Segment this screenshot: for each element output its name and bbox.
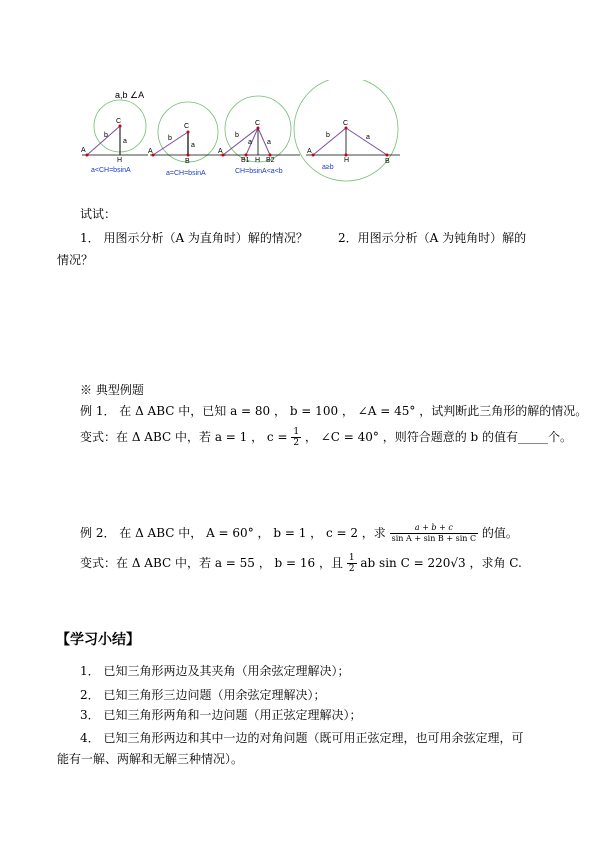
variant-1 — [80, 422, 572, 452]
panel4-point-B — [386, 154, 389, 157]
panel2-label-a: a — [191, 142, 195, 149]
panel1-side-b — [87, 126, 120, 155]
example-2 — [80, 518, 518, 548]
example-2-post: 的值。 — [481, 526, 518, 540]
panel1-label-H: H — [117, 157, 123, 164]
panel1-label-a: a — [123, 138, 127, 145]
panel2-point-B — [187, 154, 190, 157]
variant-2-fraction — [347, 553, 357, 574]
example-1: 例 1． 在 Δ ABC 中，已知 a = 80 ， b = 100 ， ∠A = 45° ，试判断此三角形的解的情况。 — [80, 404, 588, 418]
variant-2-post: ab sin C = 220√3 ，求角 C. — [360, 556, 522, 570]
try-question-2-cont: 情况？ — [57, 253, 94, 267]
example-2-pre: 例 2． 在 Δ ABC 中， A = 60° ， b = 1 ， c = 2 ，求 — [80, 526, 386, 540]
variant-1-pre: 变式：在 Δ ABC 中，若 a = 1 ， c = — [80, 430, 288, 444]
summary-item-4-cont: 能有一解、两解和无解三种情况）。 — [57, 752, 244, 766]
panel2-label-B: B — [185, 158, 190, 165]
panel1-caption: a<CH=bsinA — [91, 167, 131, 174]
panel3-caption: CH=bsinA<a<b — [235, 168, 283, 175]
example-2-numerator: a + b + c — [390, 523, 478, 534]
variant-1-fraction — [291, 427, 301, 448]
summary-item-1: 1． 已知三角形两边及其夹角（用余弦定理解决）； — [80, 664, 350, 678]
try-question-2: 2．用图示分析（A 为钝角时）解的 — [338, 231, 527, 245]
panel2-label-b: b — [168, 135, 172, 142]
figure-header: a,b ∠A — [115, 90, 145, 100]
variant-2-numerator: 1 — [348, 553, 355, 563]
summary-item-4: 4． 已知三角形两边和其中一边的对角问题（既可用正弦定理，也可用余弦定理，可 — [80, 731, 524, 745]
triangle-figure — [78, 80, 408, 185]
panel2-label-C: C — [184, 123, 190, 130]
panel4-label-A: A — [307, 148, 312, 155]
variant-1-numerator: 1 — [293, 427, 300, 437]
examples-title: ※ 典型例题 — [80, 383, 144, 397]
try-question-1: 1． 用图示分析（A 为直角时）解的情况？ — [80, 231, 308, 245]
variant-1-denominator: 2 — [293, 438, 300, 448]
panel2-label-A: A — [148, 148, 153, 155]
panel3-label-B2: B2 — [266, 157, 275, 164]
panel4-label-b: b — [326, 132, 330, 139]
panel4-label-C: C — [343, 120, 349, 127]
panel1-label-A: A — [81, 147, 86, 154]
panel4-label-B: B — [385, 158, 390, 165]
try-title: 试试： — [80, 207, 117, 221]
summary-title: 【学习小结】 — [56, 632, 140, 648]
variant-2-pre: 变式：在 Δ ABC 中，若 a = 55 ， b = 16 ，且 — [80, 556, 343, 570]
panel3-label-B1: B1 — [241, 157, 250, 164]
panel3-label-a2: a — [267, 139, 271, 146]
summary-item-3: 3． 已知三角形两角和一边问题（用正弦定理解决）； — [80, 708, 362, 722]
example-2-denominator: sin A + sin B + sin C — [391, 534, 477, 543]
variant-2-denominator: 2 — [348, 564, 355, 574]
panel3-label-b: b — [235, 132, 239, 139]
panel4-label-H: H — [344, 157, 350, 164]
panel2-caption: a=CH=bsinA — [166, 170, 206, 177]
panel1-label-C: C — [116, 118, 122, 125]
panel4-label-a: a — [366, 134, 370, 141]
variant-1-post: ， ∠C = 40° ，则符合题意的 b 的值有_____个。 — [304, 430, 573, 444]
example-2-fraction — [390, 523, 478, 544]
panel4-caption: a≥b — [322, 164, 334, 171]
panel3-label-H: H — [255, 157, 261, 164]
panel3-label-C: C — [255, 120, 261, 127]
panel3-label-A: A — [218, 148, 223, 155]
summary-item-2: 2． 已知三角形三边问题（用余弦定理解决）； — [80, 688, 326, 702]
variant-2 — [80, 548, 522, 578]
panel1-label-b: b — [104, 132, 108, 139]
panel3-side-b — [223, 128, 258, 155]
panel3-label-a: a — [248, 139, 252, 146]
